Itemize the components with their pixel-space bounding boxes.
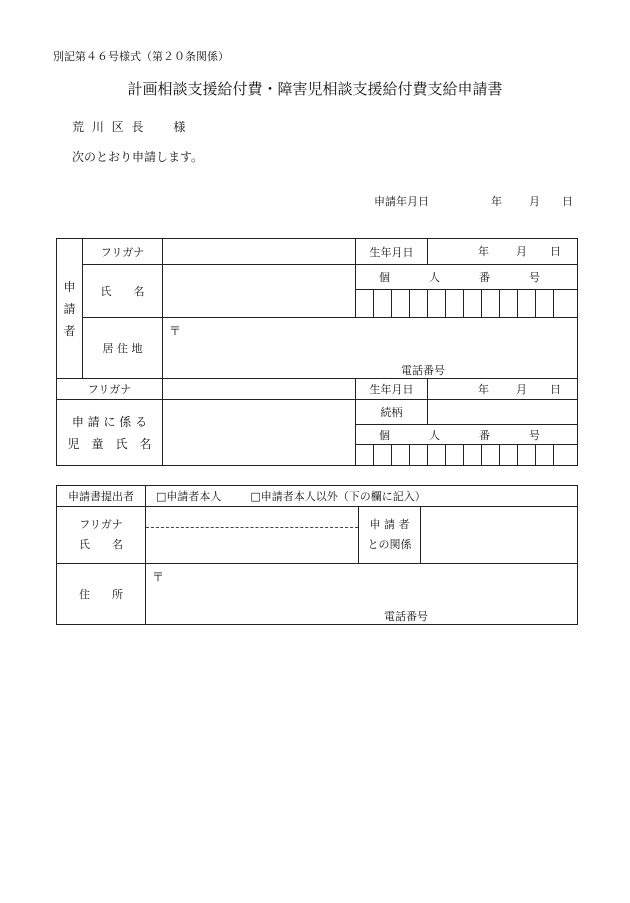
child-my-number-digit[interactable] — [356, 445, 374, 466]
child-my-number-digit[interactable] — [482, 445, 500, 466]
child-my-number-digit[interactable] — [464, 445, 482, 466]
child-my-number-digit[interactable] — [410, 445, 428, 466]
child-birthdate-field[interactable]: 年 月 日 — [428, 379, 578, 400]
child-relationship-field[interactable] — [428, 400, 578, 425]
applicant-my-number-digit[interactable] — [536, 290, 554, 318]
submitter-label: 申請書提出者 — [57, 486, 146, 507]
applicant-address-label: 居 住 地 — [83, 318, 163, 379]
submitter-relation-label: 申 請 者 との関係 — [359, 507, 421, 564]
applicant-birthdate-field[interactable]: 年 月 日 — [428, 239, 578, 265]
applicant-my-number-digit[interactable] — [500, 290, 518, 318]
applicant-name-field[interactable] — [163, 265, 356, 318]
child-my-number-digit[interactable] — [500, 445, 518, 466]
child-my-number-label: 個 人 番 号 — [356, 425, 578, 445]
applicant-my-number-digit[interactable] — [446, 290, 464, 318]
submitter-options — [146, 486, 578, 507]
submitter-phone-label: 電話番号 — [384, 610, 428, 623]
child-name-field[interactable] — [163, 400, 356, 466]
postal-mark: 〒 — [169, 324, 182, 338]
child-furigana-field[interactable] — [163, 379, 356, 400]
submitter-table — [56, 485, 578, 625]
applicant-my-number-digit[interactable] — [428, 290, 446, 318]
child-birthdate-label: 生年月日 — [356, 379, 428, 400]
applicant-phone-label: 電話番号 — [401, 364, 445, 377]
addressee: 荒 川 区 長 様 — [72, 120, 188, 134]
child-name-label: 申 請 に 係 る 児 童 氏 名 — [57, 400, 163, 466]
applicant-my-number-digit[interactable] — [518, 290, 536, 318]
child-my-number-digit[interactable] — [554, 445, 578, 466]
submitter-address-field[interactable] — [146, 564, 578, 625]
applicant-my-number-digit[interactable] — [482, 290, 500, 318]
application-date-year: 年 — [491, 195, 502, 208]
applicant-address-field[interactable] — [163, 318, 578, 379]
postal-mark: 〒 — [152, 570, 165, 584]
child-my-number-digit[interactable] — [392, 445, 410, 466]
submitter-option-other[interactable]: □申請者本人以外（下の欄に記入） — [250, 490, 426, 503]
application-date — [374, 193, 573, 209]
page-title: 計画相談支援給付費・障害児相談支援給付費支給申請書 — [127, 80, 503, 98]
intro-text: 次のとおり申請します。 — [72, 150, 204, 164]
applicant-furigana-label: フリガナ — [83, 239, 163, 265]
applicant-birthdate-label: 生年月日 — [356, 239, 428, 265]
applicant-name-label: 氏 名 — [83, 265, 163, 318]
applicant-my-number-digit[interactable] — [464, 290, 482, 318]
applicant-side-label: 申 請 者 — [57, 239, 83, 379]
application-date-day: 日 — [562, 195, 573, 208]
application-date-month: 月 — [529, 195, 540, 208]
applicant-my-number-digit[interactable] — [356, 290, 374, 318]
form-number: 別記第４６号様式（第２０条関係） — [53, 50, 229, 63]
child-my-number-digit[interactable] — [446, 445, 464, 466]
applicant-my-number-digit[interactable] — [554, 290, 578, 318]
applicant-my-number-digit[interactable] — [410, 290, 428, 318]
child-my-number-digit[interactable] — [374, 445, 392, 466]
applicant-my-number-digit[interactable] — [392, 290, 410, 318]
application-date-label: 申請年月日 — [374, 195, 429, 208]
submitter-relation-field[interactable] — [421, 507, 578, 564]
applicant-table — [56, 238, 578, 466]
submitter-address-label: 住 所 — [57, 564, 146, 625]
applicant-my-number-digit[interactable] — [374, 290, 392, 318]
child-my-number-digit[interactable] — [536, 445, 554, 466]
submitter-name-label: フリガナ 氏 名 — [57, 507, 146, 564]
submitter-name-field[interactable] — [146, 507, 359, 564]
applicant-my-number-label: 個 人 番 号 — [356, 265, 578, 290]
child-my-number-digit[interactable] — [428, 445, 446, 466]
applicant-furigana-field[interactable] — [163, 239, 356, 265]
child-my-number-digit[interactable] — [518, 445, 536, 466]
furigana-divider — [146, 527, 358, 528]
child-furigana-label: フリガナ — [57, 379, 163, 400]
submitter-option-self[interactable]: □申請者本人 — [156, 490, 222, 503]
child-relationship-label: 続柄 — [356, 400, 428, 425]
